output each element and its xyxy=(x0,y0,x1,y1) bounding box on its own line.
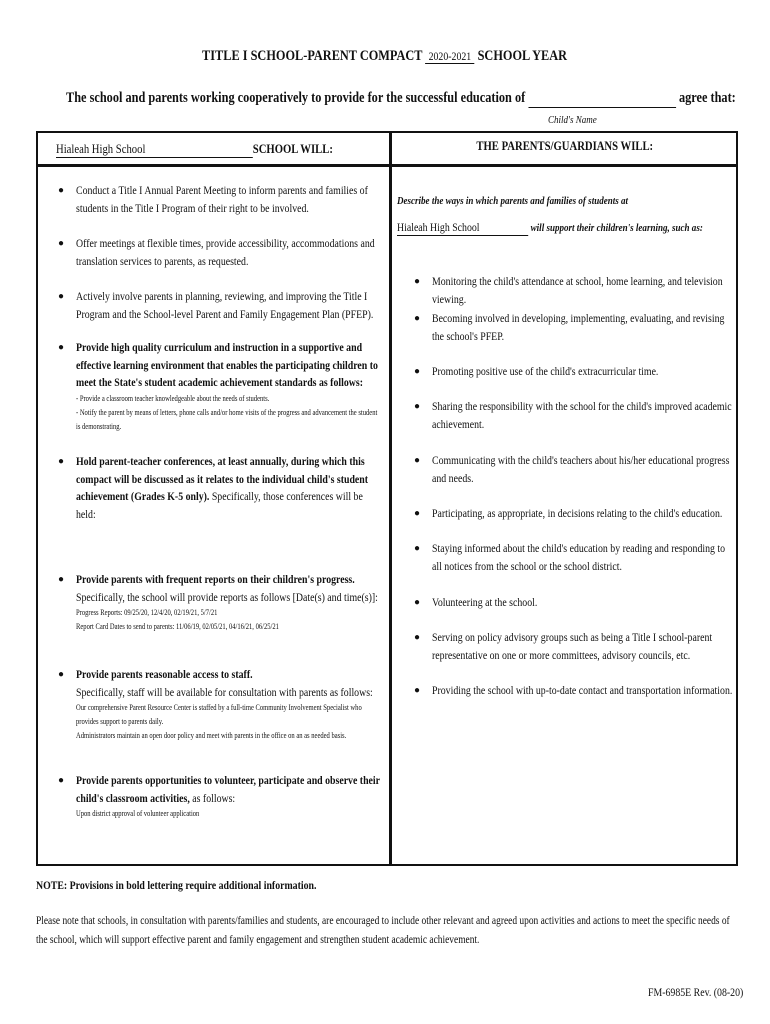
left-item-text: Conduct a Title I Annual Parent Meeting to inform parents and families of students in the Title I Program of their right to be involved. xyxy=(76,183,368,215)
parents-will-header xyxy=(392,138,738,154)
right-item-text: Sharing the responsibility with the school for the child's improved academic achievement. xyxy=(432,399,732,431)
left-item-2 xyxy=(58,235,448,270)
support-text: will support their children's learning, such as: xyxy=(530,222,703,234)
please-note xyxy=(36,912,770,950)
bullet-icon: ● xyxy=(414,685,421,696)
bullet-icon: ● xyxy=(414,543,421,554)
left-item-7 xyxy=(58,666,448,743)
intro-line xyxy=(66,90,736,108)
left-item-1 xyxy=(58,182,448,217)
intro-end: agree that: xyxy=(678,90,736,106)
bullet-icon: ● xyxy=(414,313,421,324)
please-note-text: Please note that schools, in consultation with parents/families and students, are encouraged to include other relevant and agreed upon activities and actions to meet the specific needs of the school, which will support effective parent and family engagement and strengthen student academic achievement. xyxy=(36,915,730,946)
bullet-icon: ● xyxy=(58,669,65,680)
bullet-icon: ● xyxy=(58,456,65,467)
left-item-sub: - Notify the parent by means of letters, phone calls and/or home visits of the progress and advancement the student is demonstrating. xyxy=(76,407,378,431)
left-item-bold: Hold parent-teacher conferences, at least annually, during which this compact will be discussed as it relates to the individual child's student achievement (Grades K-5 only). xyxy=(76,454,369,503)
right-item-2 xyxy=(414,310,770,345)
bullet-icon: ● xyxy=(414,455,421,466)
right-item-text: Participating, as appropriate, in decisions relating to the child's education. xyxy=(432,506,723,520)
left-item-text: Actively involve parents in planning, reviewing, and improving the Title I Program and the School-level Parent and Family Engagement Plan (PFEP). xyxy=(76,289,374,321)
left-item-sub: Administrators maintain an open door policy and meet with parents in the office on an as needed basis. xyxy=(76,731,347,740)
left-item-sub: Report Card Dates to send to parents: 11/06/19, 02/05/21, 04/16/21, 06/25/21 xyxy=(76,622,279,631)
title-prefix: TITLE I SCHOOL-PARENT COMPACT xyxy=(202,48,423,64)
right-school-line xyxy=(397,220,703,236)
school-will-label: SCHOOL WILL: xyxy=(252,141,333,156)
bullet-icon: ● xyxy=(58,574,65,585)
school-will-header xyxy=(56,141,333,158)
right-school-name: Hialeah High School xyxy=(397,220,528,236)
bullet-icon: ● xyxy=(414,276,421,287)
left-school-name: Hialeah High School xyxy=(56,141,253,158)
left-item-3 xyxy=(58,288,448,323)
left-item-sub: - Provide a classroom teacher knowledgeable about the needs of students. xyxy=(76,393,270,403)
left-item-6 xyxy=(58,571,448,634)
intro-text: The school and parents working cooperatively to provide for the successful education of xyxy=(66,90,526,106)
header-divider xyxy=(36,164,738,167)
form-number: FM-6985E Rev. (08-20) xyxy=(648,985,744,999)
bullet-icon: ● xyxy=(58,238,65,249)
bullet-icon: ● xyxy=(58,185,65,196)
right-item-text: Serving on policy advisory groups such as being a Title I school-parent representative on one or more committees, advisory councils, etc. xyxy=(432,630,713,662)
right-item-text: Volunteering at the school. xyxy=(432,595,538,609)
right-item-text: Promoting positive use of the child's extracurricular time. xyxy=(432,364,659,378)
right-item-text: Monitoring the child's attendance at school, home learning, and television viewing. xyxy=(432,274,723,306)
left-item-bold: Provide parents reasonable access to staff. xyxy=(76,667,253,681)
left-item-bold: Provide parents with frequent reports on their children's progress. xyxy=(76,572,355,586)
right-item-text: Becoming involved in developing, implementing, evaluating, and revising the school's PFEP. xyxy=(432,311,725,343)
left-item-normal: Specifically, the school will provide reports as follows [Date(s) and time(s)]: xyxy=(76,589,378,604)
left-item-sub: Upon district approval of volunteer application xyxy=(76,809,200,818)
right-item-4 xyxy=(414,398,770,433)
bullet-icon: ● xyxy=(414,401,421,412)
left-item-bold: Provide parents opportunities to volunteer, participate and observe their child's classroom activities, xyxy=(76,773,380,805)
right-item-text: Providing the school with up-to-date contact and transportation information. xyxy=(432,683,733,697)
left-item-sub: Our comprehensive Parent Resource Center is staffed by a full-time Community Involvement Specialist who provides support to parents daily. xyxy=(76,703,362,726)
page-title xyxy=(0,48,770,65)
right-item-6 xyxy=(414,505,770,523)
right-item-1 xyxy=(414,273,770,308)
left-item-normal: Specifically, those conferences will be held: xyxy=(76,489,363,521)
bullet-icon: ● xyxy=(414,632,421,643)
left-item-4 xyxy=(58,339,448,434)
bullet-icon: ● xyxy=(414,508,421,519)
right-item-text: Communicating with the child's teachers about his/her educational progress and needs. xyxy=(432,453,730,485)
right-item-3 xyxy=(414,363,770,381)
right-item-9 xyxy=(414,629,770,664)
school-year: 2020-2021 xyxy=(426,49,475,64)
left-item-8 xyxy=(58,772,448,821)
title-suffix: SCHOOL YEAR xyxy=(478,48,568,64)
left-item-normal: Specifically, staff will be available for consultation with parents as follows: xyxy=(76,684,373,699)
right-item-7 xyxy=(414,540,770,575)
left-item-bold: Provide high quality curriculum and instruction in a supportive and effective learning environment that enables the participating children to meet the State's student academic achievement standards as follows: xyxy=(76,340,378,389)
bullet-icon: ● xyxy=(414,597,421,608)
note-text: NOTE: Provisions in bold lettering require additional information. xyxy=(36,878,317,892)
parents-will-label: THE PARENTS/GUARDIANS WILL: xyxy=(476,138,654,153)
right-item-8 xyxy=(414,594,770,612)
bullet-icon: ● xyxy=(414,366,421,377)
bullet-icon: ● xyxy=(58,291,65,302)
right-item-5 xyxy=(414,452,770,487)
left-item-5 xyxy=(58,453,448,523)
child-name-blank[interactable] xyxy=(528,90,676,108)
left-item-normal: as follows: xyxy=(192,790,236,805)
left-item-text: Offer meetings at flexible times, provide accessibility, accommodations and translation services to parents, as requested. xyxy=(76,236,375,268)
left-item-sub: Progress Reports: 09/25/20, 12/4/20, 02/19/21, 5/7/21 xyxy=(76,608,218,617)
bullet-icon: ● xyxy=(58,342,65,353)
child-name-caption: Child's Name xyxy=(548,114,597,126)
right-item-text: Staying informed about the child's education by reading and responding to all notices from the school or the school district. xyxy=(432,541,726,573)
describe-text: Describe the ways in which parents and families of students at xyxy=(397,195,629,207)
bullet-icon: ● xyxy=(58,775,65,786)
right-item-10 xyxy=(414,682,770,700)
